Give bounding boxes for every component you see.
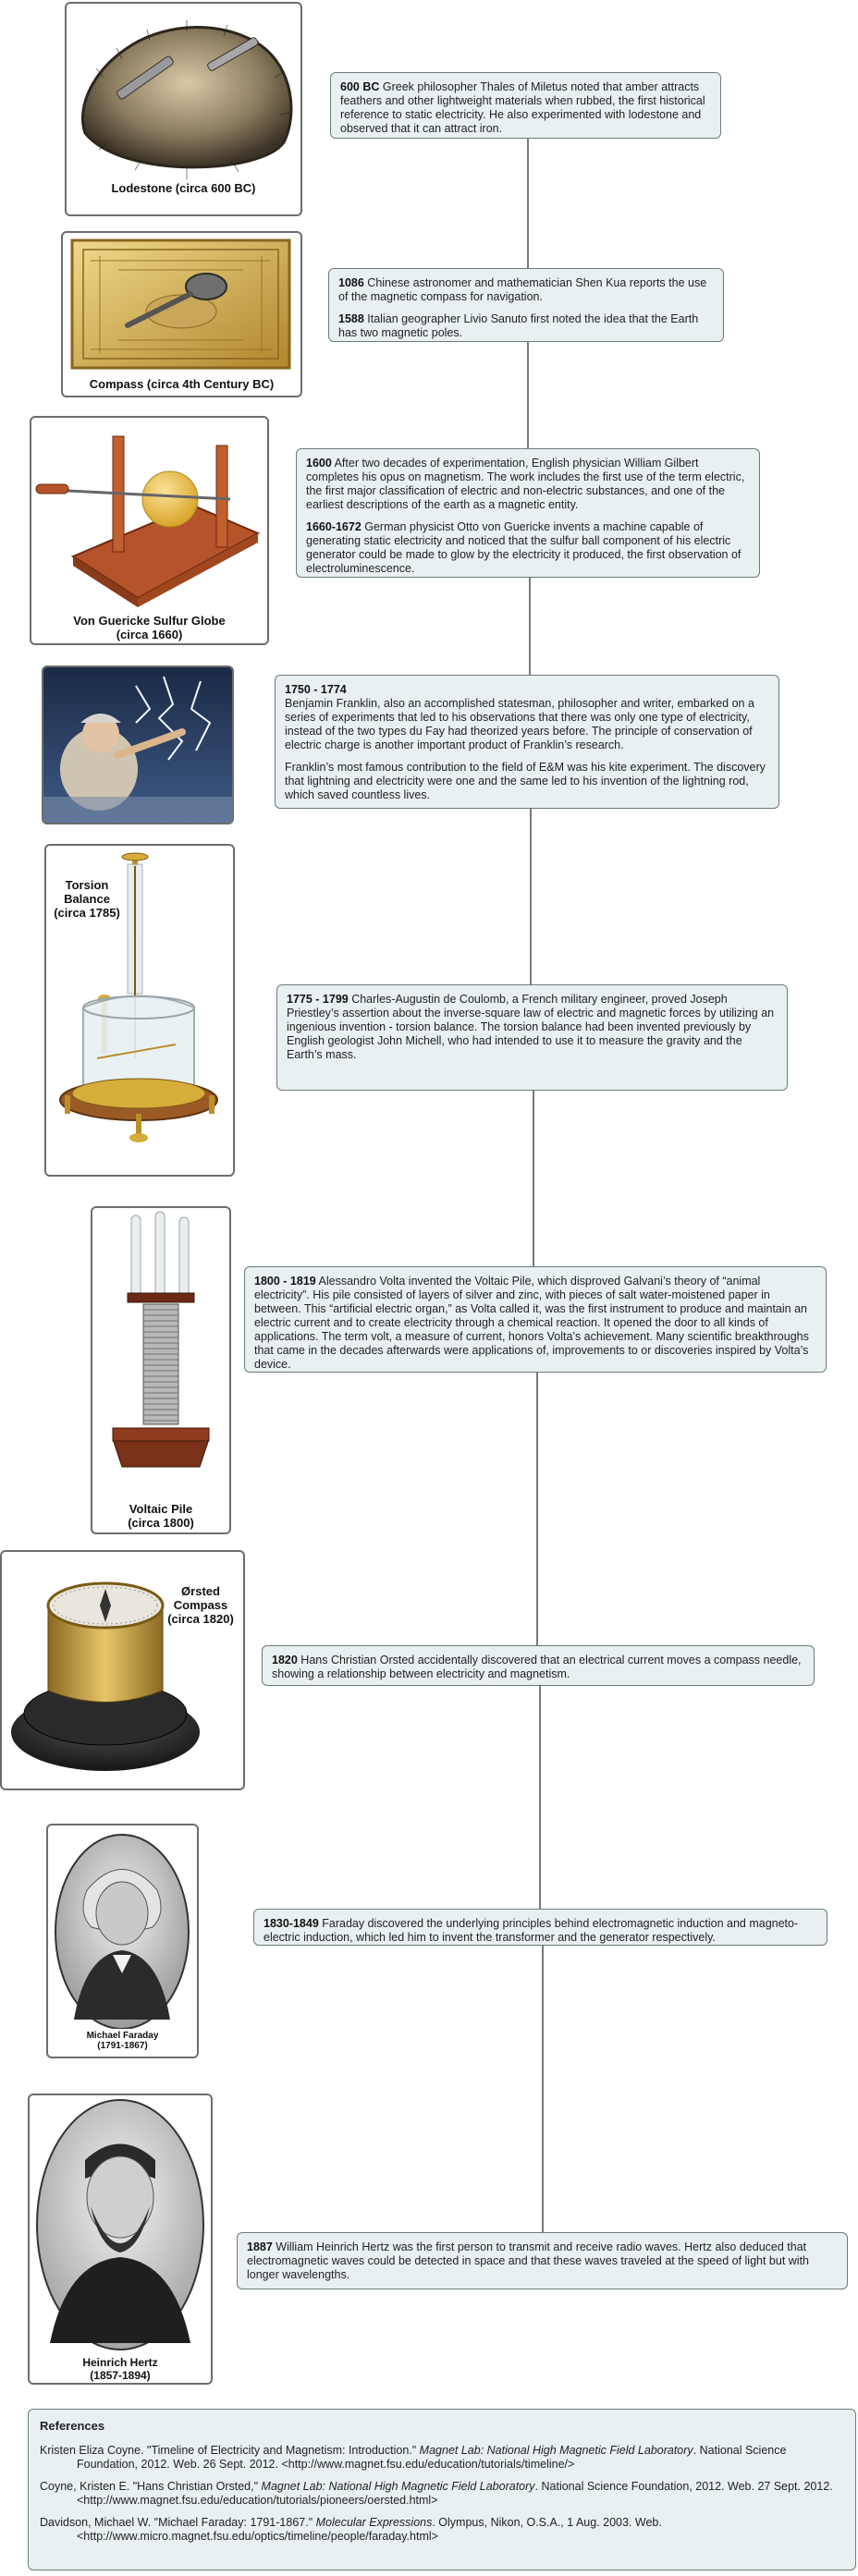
- event-date: 1660-1672: [306, 520, 362, 533]
- event-1830-1849: [253, 1909, 827, 1946]
- timeline-line: [533, 1086, 534, 1266]
- event-date: 600 BC: [340, 80, 380, 93]
- event-text: Chinese astronomer and mathematician Shen Kua reports the use of the magnetic compass for navigation.: [338, 276, 707, 303]
- caption-line: (circa 1800): [128, 1516, 194, 1530]
- timeline-line: [530, 809, 532, 984]
- event-text: Benjamin Franklin, also an accomplished statesman, philosopher and writer, embarked on a series of experiments that led to his observations that there was only one type of electricity, instead of the two types du Fay had theorized years before. The principle of conservation of electric charge is another important product of Franklin’s research.: [285, 697, 754, 751]
- caption-line: Torsion: [65, 878, 109, 892]
- event-1887: [237, 2232, 848, 2289]
- event-600bc: [330, 72, 721, 139]
- event-text: Faraday discovered the underlying principles behind electromagnetic induction and magneto-electric induction, which led him to invent the transformer and the generator respectively.: [264, 1917, 799, 1944]
- caption-line: Ørsted: [181, 1584, 220, 1598]
- lodestone-card: [65, 2, 302, 216]
- event-1800-1819: [244, 1266, 827, 1373]
- timeline-line: [527, 342, 529, 448]
- reference-text: Coyne, Kristen E. "Hans Christian Orsted,": [40, 2480, 262, 2493]
- reference-item: [40, 2516, 844, 2544]
- torsion-balance-card: [44, 844, 235, 1177]
- reference-text: . National Science Foundation, 2012. Web. 26 Sept. 2012. <http://www.magnet.fsu.edu/education/tutorials/timeline/>: [77, 2444, 787, 2471]
- faraday-card: [46, 1824, 199, 2058]
- event-text: German physicist Otto von Guericke invents a machine capable of generating static electricity and noticed that the sulfur ball component of his electric generator could be made to glow by the electricity it produced, the first observation of electroluminescence.: [306, 520, 742, 575]
- caption-line: (1857-1894): [90, 2369, 151, 2382]
- timeline-line: [527, 139, 529, 268]
- voltaic-pile-card: [91, 1206, 231, 1534]
- event-1086-1588: [328, 268, 724, 342]
- reference-text: Davidson, Michael W. "Michael Faraday: 1791-1867.": [40, 2516, 316, 2529]
- timeline-line: [536, 1368, 538, 1645]
- compass-image: [63, 233, 300, 372]
- caption-line: Voltaic Pile: [129, 1502, 193, 1516]
- reference-text: . Olympus, Nikon, O.S.A., 1 Aug. 2003. Web. <http://www.micro.magnet.fsu.edu/optics/timeline/people/faraday.html>: [77, 2516, 662, 2543]
- event-1750-1774: [275, 675, 779, 809]
- faraday-caption: [48, 2031, 197, 2051]
- event-date: 1600: [306, 457, 332, 470]
- lodestone-image: [67, 4, 300, 189]
- references-title: References: [40, 2419, 105, 2433]
- reference-source: Molecular Expressions: [315, 2516, 433, 2529]
- hertz-card: [28, 2094, 213, 2385]
- event-text: William Heinrich Hertz was the first person to transmit and receive radio waves. Hertz also deduced that electromagnetic waves could be detected in space and that these waves traveled at the speed of light but with longer wavelengths.: [247, 2240, 810, 2281]
- voltaic-pile-image: [92, 1208, 229, 1485]
- caption-line: Heinrich Hertz: [82, 2356, 158, 2369]
- caption-line: Balance: [64, 892, 110, 906]
- voltaic-pile-caption: [92, 1502, 229, 1530]
- event-date: 1800 - 1819: [254, 1275, 316, 1288]
- event-text: After two decades of experimentation, English physician William Gilbert completes his opus on magnetism. The work includes the first use of the term electric, the first major classification of electric and non-electric substances, and one of the earliest descriptions of the earth as a magnetic entity.: [306, 457, 745, 511]
- event-text: Greek philosopher Thales of Miletus noted that amber attracts feathers and other lightweight materials when rubbed, the first historical reference to static electricity. He also experimented with lodestone and observed that it can attract iron.: [340, 80, 705, 135]
- event-date: 1086: [338, 276, 364, 289]
- reference-text: Kristen Eliza Coyne. "Timeline of Electricity and Magnetism: Introduction.": [40, 2444, 420, 2457]
- franklin-kite-image: [43, 667, 232, 823]
- franklin-card: [42, 665, 234, 824]
- timeline-line: [539, 1682, 541, 1909]
- hertz-caption: [30, 2356, 211, 2382]
- caption-line: Michael Faraday: [86, 2031, 159, 2041]
- orsted-compass-card: [0, 1550, 245, 1790]
- orsted-compass-image: [2, 1552, 243, 1789]
- torsion-balance-image: [46, 846, 233, 1175]
- event-text: Charles-Augustin de Coulomb, a French military engineer, proved Joseph Priestley’s assertion about the inverse-square law of electric and magnetic forces by utilizing an ingenious invention - torsion balance. The torsion balance had been invented previously by English geologist John Michell, who had intended to use it to measure the gravity and the Earth’s mass.: [287, 993, 775, 1061]
- hertz-portrait: [30, 2095, 211, 2352]
- lodestone-caption: Lodestone (circa 600 BC): [111, 181, 256, 195]
- reference-text: . National Science Foundation, 2012. Web. 27 Sept. 2012. <http://www.magnet.fsu.edu/education/tutorials/pioneers/oersted.html>: [77, 2480, 833, 2507]
- sulfur-globe-image: [31, 418, 267, 607]
- caption-line: Compass: [173, 1598, 228, 1612]
- caption-line: Von Guericke Sulfur Globe: [73, 614, 226, 628]
- references-box: [28, 2409, 856, 2570]
- event-1600-1672: [296, 448, 760, 578]
- event-date: 1830-1849: [264, 1917, 319, 1930]
- event-text: Italian geographer Livio Sanuto first noted the idea that the Earth has two magnetic poles.: [338, 312, 699, 339]
- compass-caption: Compass (circa 4th Century BC): [89, 377, 275, 391]
- event-1775-1799: [276, 984, 788, 1091]
- event-date: 1588: [338, 312, 364, 325]
- event-date: 1750 - 1774: [285, 683, 347, 696]
- reference-source: Magnet Lab: National High Magnetic Field Laboratory: [261, 2480, 535, 2493]
- reference-item: [40, 2444, 844, 2472]
- caption-line: (1791-1867): [97, 2041, 148, 2051]
- caption-line: (circa 1820): [167, 1612, 234, 1626]
- event-1820: [262, 1645, 815, 1686]
- event-text: Franklin’s most famous contribution to the field of E&M was his kite experiment. The discovery that lightning and electricity were one and the same led to his invention of the lightning rod, which saved countless lives.: [285, 761, 766, 801]
- event-date: 1887: [247, 2240, 273, 2253]
- event-date: 1820: [272, 1654, 298, 1666]
- event-date: 1775 - 1799: [287, 993, 349, 1006]
- reference-source: Magnet Lab: National High Magnetic Field Laboratory: [419, 2444, 693, 2457]
- caption-line: (circa 1660): [116, 628, 183, 641]
- compass-card: [61, 231, 302, 397]
- timeline-line: [542, 1946, 544, 2232]
- event-text: Alessandro Volta invented the Voltaic Pile, which disproved Galvani’s theory of “animal electricity”. His pile consisted of layers of silver and zinc, with pieces of salt water-moistened paper in between. This “artificial electric organ,” as Volta called it, was the first instrument to produce and maintain an electric current and to create electricity through a chemical reaction. It opened the door to all kinds of applications. The term volt, a measure of current, honors Volta’s achievement. Many scientific breakthroughs that came in the decades afterwards were applications of, improvements to or discoveries inspired by Volta’s device.: [254, 1275, 809, 1371]
- faraday-portrait: [48, 1825, 197, 2029]
- reference-item: [40, 2480, 844, 2508]
- event-text: Hans Christian Orsted accidentally discovered that an electrical current moves a compass needle, showing a relationship between electricity and magnetism.: [272, 1654, 802, 1680]
- caption-line: (circa 1785): [54, 906, 120, 920]
- timeline-line: [529, 578, 531, 679]
- sulfur-globe-caption: [31, 614, 267, 641]
- sulfur-globe-card: [30, 416, 269, 645]
